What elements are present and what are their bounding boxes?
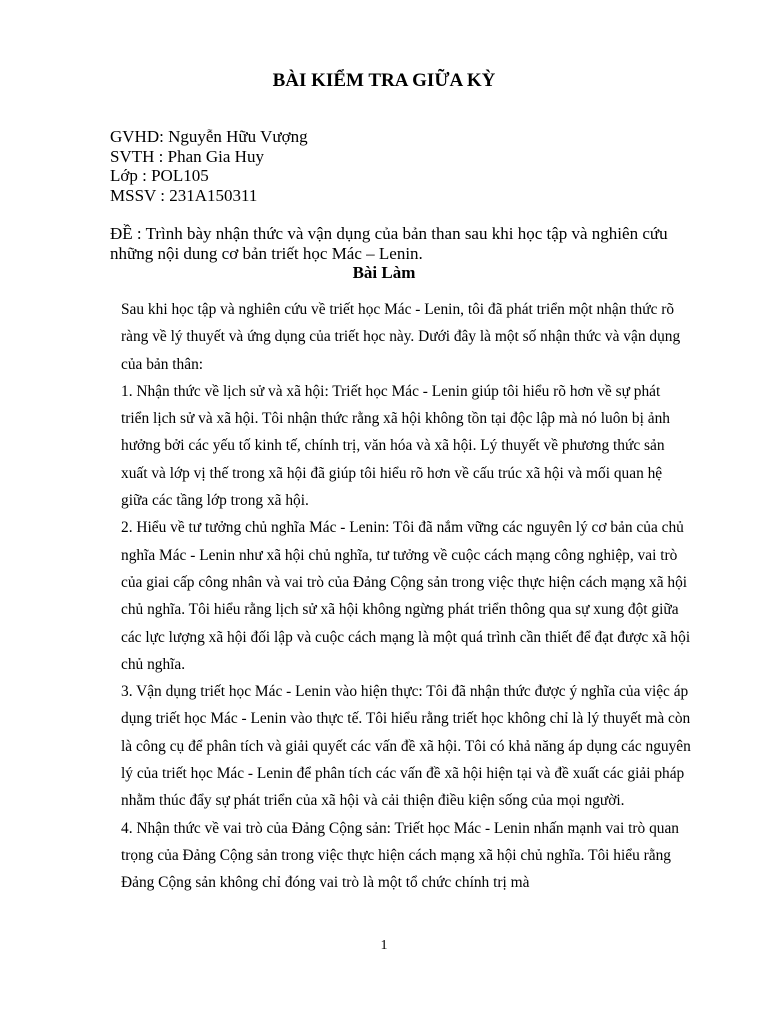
document-title: BÀI KIỂM TRA GIỮA KỲ bbox=[272, 70, 496, 91]
student-info bbox=[110, 127, 710, 205]
paragraph-1: 1. Nhận thức về lịch sử và xã hội: Triết học Mác - Lenin giúp tôi hiểu rõ hơn về sự phát triển lịch sử và xã hội. Tôi nhận thức rằng xã hội không tồn tại độc lập mà nó luôn bị ảnh hưởng bởi các yếu tố kinh tế, chính trị, văn hóa và xã hội. Lý thuyết về phương thức sản xuất và lớp vị thế trong xã hội đã giúp tôi hiểu rõ hơn về cấu trúc xã hội và mối quan hệ giữa các tầng lớp trong xã hội. bbox=[121, 382, 670, 510]
info-student: SVTH : Phan Gia Huy bbox=[110, 146, 264, 166]
info-student-id: MSSV : 231A150311 bbox=[110, 185, 258, 205]
page-number: 1 bbox=[380, 938, 388, 953]
section-title: Bài Làm bbox=[352, 263, 416, 282]
info-instructor: GVHD: Nguyễn Hữu Vượng bbox=[110, 127, 308, 146]
exam-question: ĐỀ : Trình bày nhận thức và vận dụng của bản than sau khi học tập và nghiên cứu những nội dung cơ bản triết học Mác – Lenin. bbox=[110, 224, 668, 263]
paragraph-3: 3. Vận dụng triết học Mác - Lenin vào hiện thực: Tôi đã nhận thức được ý nghĩa của việc áp dụng triết học Mác - Lenin vào thực tế. Tôi hiểu rằng triết học không chỉ là lý thuyết mà còn là công cụ để phân tích và giải quyết các vấn đề xã hội. Tôi có khả năng áp dụng các nguyên lý của triết học Mác - Lenin để phân tích các vấn đề xã hội hiện tại và đề xuất các giải pháp nhằm thúc đẩy sự phát triển của xã hội và cải thiện điều kiện sống của mọi người. bbox=[121, 683, 691, 810]
answer-body bbox=[121, 296, 691, 897]
info-class: Lớp : POL105 bbox=[110, 166, 209, 185]
paragraph-2: 2. Hiểu về tư tưởng chủ nghĩa Mác - Lenin: Tôi đã nắm vững các nguyên lý cơ bản của chủ nghĩa Mác - Lenin như xã hội chủ nghĩa, tư tưởng về cuộc cách mạng công nghiệp, vai trò của giai cấp công nhân và vai trò của Đảng Cộng sản trong việc thực hiện cách mạng xã hội chủ nghĩa. Tôi hiểu rằng lịch sử xã hội không ngừng phát triển thông qua sự xung đột giữa các lực lượng xã hội đối lập và cuộc cách mạng là một quá trình cần thiết để đạt được xã hội chủ nghĩa. bbox=[121, 519, 691, 673]
paragraph-4: 4. Nhận thức về vai trò của Đảng Cộng sản: Triết học Mác - Lenin nhấn mạnh vai trò quan trọng của Đảng Cộng sản trong việc thực hiện cách mạng xã hội chủ nghĩa. Tôi hiểu rằng Đảng Cộng sản không chỉ đóng vai trò là một tổ chức chính trị mà bbox=[121, 819, 680, 892]
paragraph-intro: Sau khi học tập và nghiên cứu về triết học Mác - Lenin, tôi đã phát triển một nhận thức rõ ràng về lý thuyết và ứng dụng của triết học này. Dưới đây là một số nhận thức và vận dụng của bản thân: bbox=[121, 301, 681, 373]
